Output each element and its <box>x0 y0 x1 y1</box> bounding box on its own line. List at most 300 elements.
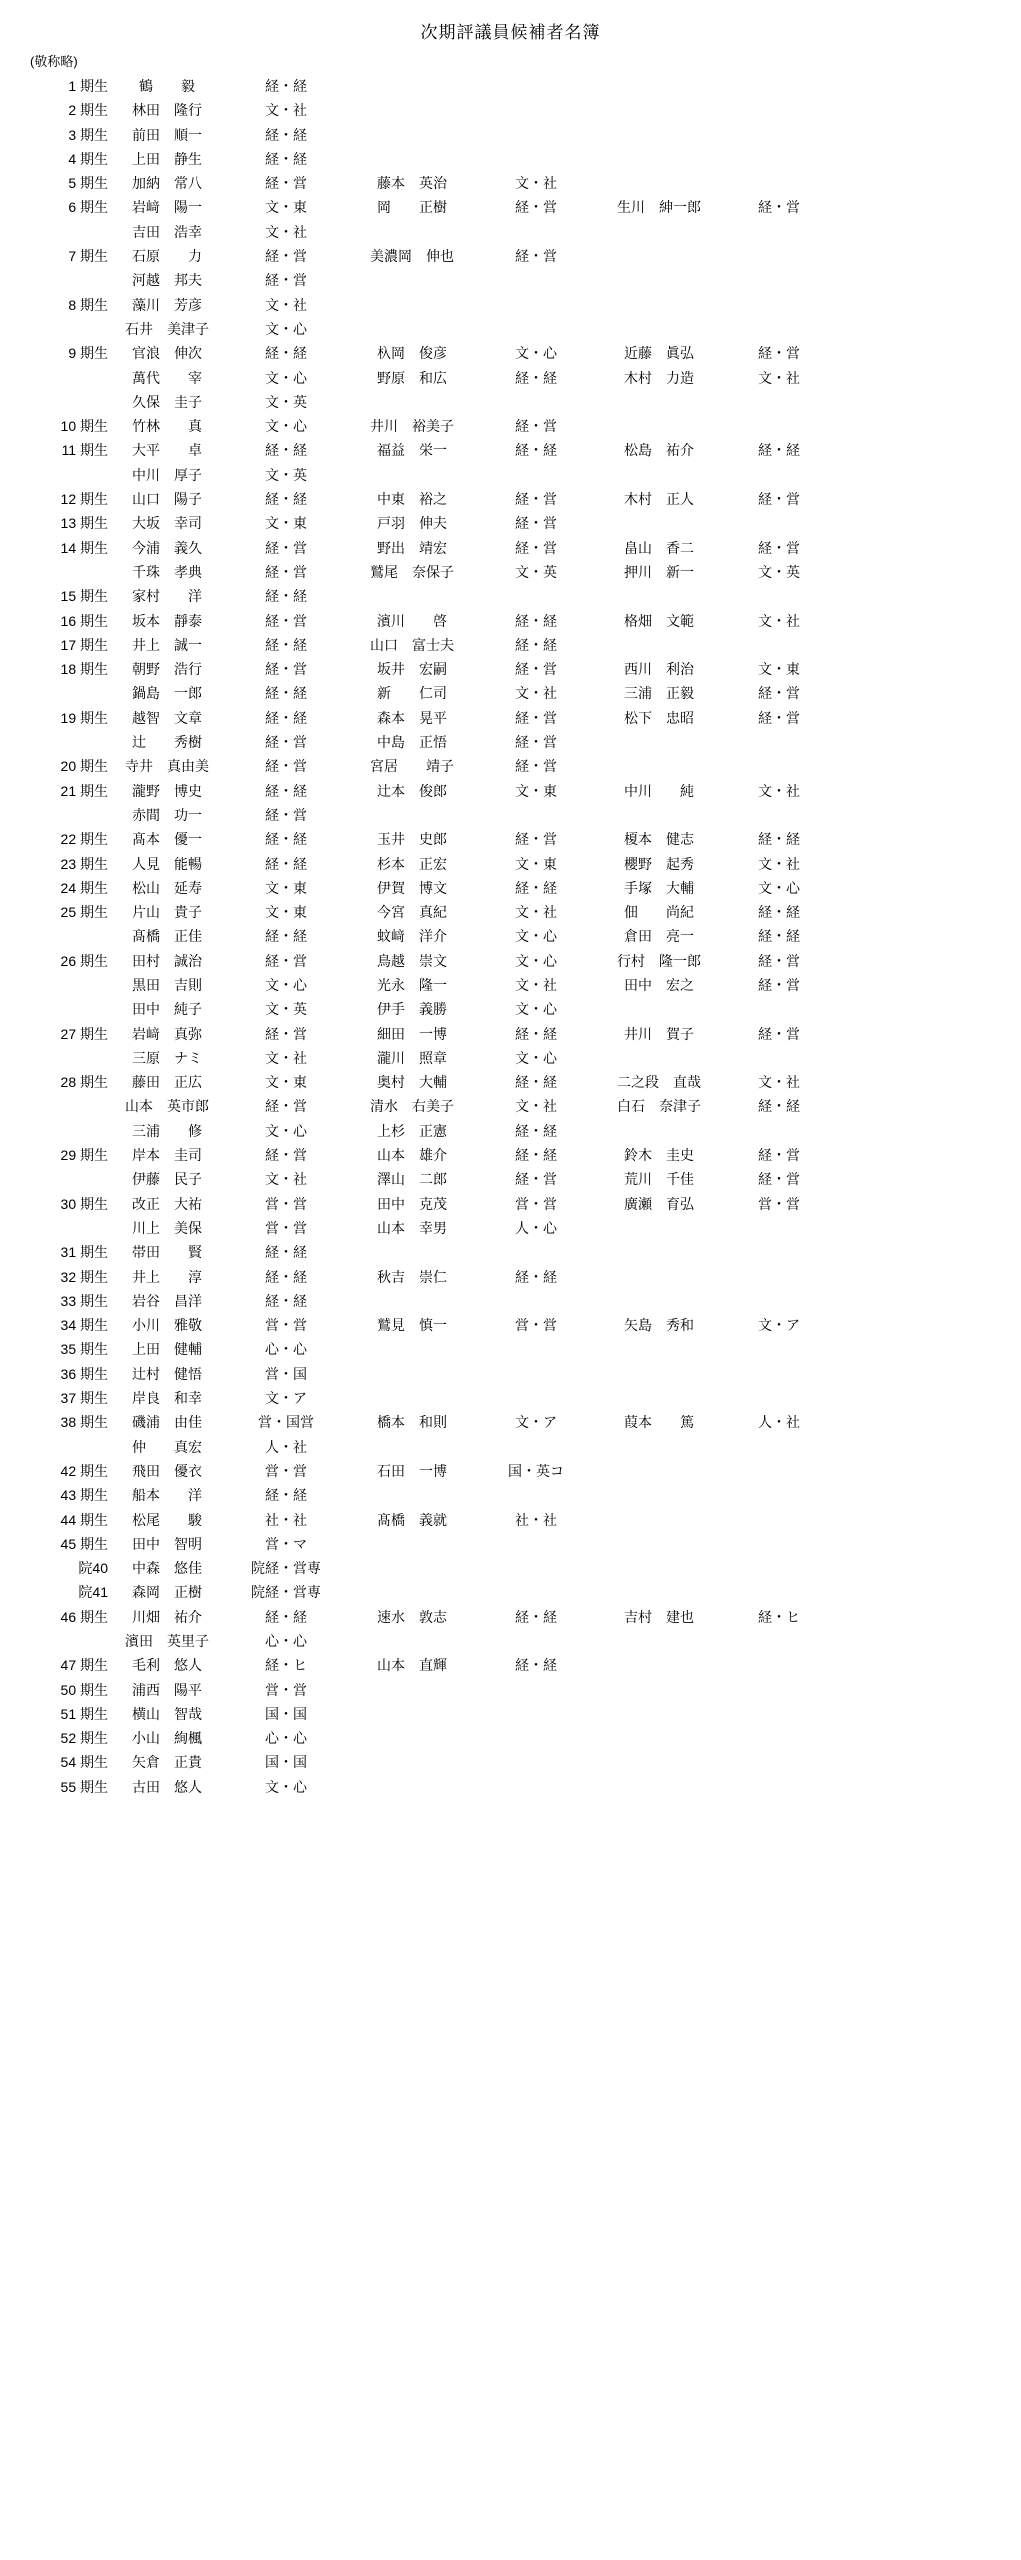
name-cell: 飛田 優衣 <box>132 1462 202 1479</box>
table-row <box>30 706 834 730</box>
table-row <box>30 1265 834 1289</box>
table-row <box>30 1337 834 1361</box>
dept-cell: 経・経 <box>515 1074 557 1091</box>
dept-cell <box>724 803 834 827</box>
name-cell: 赤間 功一 <box>132 806 202 823</box>
dept-cell: 文・英 <box>265 466 307 483</box>
table-row <box>30 949 834 973</box>
dept-cell <box>478 1289 594 1313</box>
term-cell <box>30 1119 108 1143</box>
dept-cell: 経・営 <box>515 418 557 435</box>
dept-cell <box>724 584 834 608</box>
dept-cell <box>478 1532 594 1556</box>
term-cell: 10 期生 <box>60 418 108 435</box>
term-cell <box>30 366 108 390</box>
dept-cell <box>724 633 834 657</box>
name-cell <box>346 147 478 171</box>
term-cell <box>30 1629 108 1653</box>
table-row <box>30 1167 834 1191</box>
dept-cell <box>724 293 834 317</box>
name-cell <box>594 1265 724 1289</box>
dept-cell <box>478 1580 594 1604</box>
term-cell: 8 期生 <box>68 296 108 313</box>
name-cell: 伊賀 博文 <box>377 879 447 896</box>
name-cell: 黒田 吉則 <box>132 976 202 993</box>
name-cell <box>346 1386 478 1410</box>
name-cell: 改正 大祐 <box>132 1195 202 1212</box>
name-cell: 藤本 英治 <box>377 175 447 192</box>
term-cell <box>30 560 108 584</box>
dept-cell: 文・心 <box>265 1122 307 1139</box>
dept-cell: 経・経 <box>758 904 800 921</box>
name-cell: 田中 純子 <box>132 1001 202 1018</box>
name-cell: 中島 正悟 <box>377 734 447 751</box>
term-cell: 46 期生 <box>60 1608 108 1625</box>
term-cell: 43 期生 <box>60 1487 108 1504</box>
name-cell: 秋吉 崇仁 <box>377 1268 447 1285</box>
table-row <box>30 1143 834 1167</box>
table-row <box>30 609 834 633</box>
dept-cell: 文・社 <box>515 904 557 921</box>
name-cell: 山本 幸男 <box>377 1219 447 1236</box>
dept-cell <box>478 1483 594 1507</box>
name-cell: 岩﨑 真弥 <box>132 1025 202 1042</box>
name-cell <box>346 1532 478 1556</box>
name-cell: 前田 順一 <box>132 126 202 143</box>
table-row <box>30 852 834 876</box>
dept-cell: 経・経 <box>515 1268 557 1285</box>
name-cell <box>594 1240 724 1264</box>
dept-cell <box>478 1775 594 1799</box>
dept-cell: 経・経 <box>265 1292 307 1309</box>
table-row <box>30 1532 834 1556</box>
table-row <box>30 657 834 681</box>
dept-cell: 文・ア <box>265 1390 307 1407</box>
name-cell: 澤山 二郎 <box>377 1171 447 1188</box>
table-row <box>30 803 834 827</box>
name-cell: 櫻野 起秀 <box>624 855 694 872</box>
name-cell: 荒川 千佳 <box>624 1171 694 1188</box>
name-cell: 矢島 秀和 <box>624 1317 694 1334</box>
table-row <box>30 1022 834 1046</box>
table-row <box>30 1726 834 1750</box>
name-cell: 横山 智哉 <box>132 1705 202 1722</box>
table-row <box>30 1240 834 1264</box>
name-cell: 萬代 宰 <box>132 369 202 386</box>
term-cell: 13 期生 <box>60 515 108 532</box>
dept-cell: 経・営 <box>265 734 307 751</box>
dept-cell <box>724 1726 834 1750</box>
dept-cell: 文・東 <box>265 515 307 532</box>
name-cell: 岩谷 昌洋 <box>132 1292 202 1309</box>
dept-cell: 文・社 <box>265 1049 307 1066</box>
name-cell: 辻村 健悟 <box>132 1365 202 1382</box>
table-row <box>30 730 834 754</box>
name-cell: 吉田 浩幸 <box>132 223 202 240</box>
dept-cell <box>724 754 834 778</box>
dept-cell <box>478 1750 594 1774</box>
dept-cell <box>478 268 594 292</box>
dept-cell <box>724 1386 834 1410</box>
term-cell: 1 期生 <box>68 78 108 94</box>
name-cell: 榎本 健志 <box>624 831 694 848</box>
dept-cell: 文・心 <box>265 369 307 386</box>
dept-cell: 経・ヒ <box>265 1657 307 1674</box>
table-row <box>30 268 834 292</box>
dept-cell: 文・英 <box>515 563 557 580</box>
dept-cell <box>724 1337 834 1361</box>
term-cell: 12 期生 <box>60 491 108 508</box>
dept-cell: 経・経 <box>758 442 800 459</box>
name-cell: 松尾 駿 <box>132 1511 202 1528</box>
name-cell: 川畑 祐介 <box>132 1608 202 1625</box>
table-row <box>30 900 834 924</box>
dept-cell: 文・心 <box>515 345 557 362</box>
dept-cell <box>478 1240 594 1264</box>
dept-cell: 経・営 <box>758 952 800 969</box>
name-cell: 林田 隆行 <box>132 102 202 119</box>
dept-cell: 経・経 <box>265 78 307 94</box>
dept-cell: 国・国 <box>265 1705 307 1722</box>
dept-cell: 文・英 <box>758 563 800 580</box>
dept-cell: 文・社 <box>758 612 800 629</box>
name-cell: 千珠 孝典 <box>132 563 202 580</box>
dept-cell: 経・営 <box>265 612 307 629</box>
name-cell <box>594 1216 724 1240</box>
dept-cell: 経・経 <box>515 1025 557 1042</box>
dept-cell: 営・営 <box>265 1219 307 1236</box>
name-cell <box>594 414 724 438</box>
table-row <box>30 74 834 98</box>
table-row <box>30 414 834 438</box>
name-cell: 手塚 大輔 <box>624 879 694 896</box>
table-row <box>30 1459 834 1483</box>
term-cell: 27 期生 <box>60 1025 108 1042</box>
term-cell <box>30 317 108 341</box>
table-row <box>30 1556 834 1580</box>
name-cell: 加納 常八 <box>132 175 202 192</box>
name-cell: 藤田 正広 <box>132 1074 202 1091</box>
dept-cell <box>724 171 834 195</box>
dept-cell: 社・社 <box>265 1511 307 1528</box>
name-cell <box>594 1046 724 1070</box>
table-row <box>30 1094 834 1118</box>
name-cell: 濱田 英里子 <box>125 1633 209 1649</box>
dept-cell: 経・営 <box>265 272 307 289</box>
dept-cell: 営・営 <box>265 1195 307 1212</box>
name-cell: 鷲見 慎一 <box>377 1317 447 1334</box>
name-cell: 岩﨑 陽一 <box>132 199 202 216</box>
name-cell <box>594 244 724 268</box>
name-cell: 小山 絢楓 <box>132 1730 202 1747</box>
dept-cell: 経・経 <box>265 831 307 848</box>
dept-cell: 文・社 <box>265 102 307 119</box>
dept-cell: 経・経 <box>265 126 307 143</box>
name-cell <box>594 1678 724 1702</box>
term-cell: 14 期生 <box>60 539 108 556</box>
name-cell: 三浦 修 <box>132 1122 202 1139</box>
dept-cell: 経・経 <box>515 1147 557 1164</box>
dept-cell <box>724 1508 834 1532</box>
name-cell: 光永 隆一 <box>377 976 447 993</box>
table-row <box>30 1362 834 1386</box>
dept-cell <box>724 1119 834 1143</box>
name-cell <box>346 390 478 414</box>
term-cell <box>30 973 108 997</box>
dept-cell: 営・営 <box>265 1681 307 1698</box>
name-cell: 濱川 啓 <box>377 612 447 629</box>
dept-cell: 経・経 <box>515 1608 557 1625</box>
dept-cell: 経・営 <box>758 1171 800 1188</box>
name-cell <box>594 390 724 414</box>
name-cell: 細田 一博 <box>377 1025 447 1042</box>
dept-cell: 心・心 <box>265 1633 307 1649</box>
name-cell: 瀧川 照章 <box>377 1049 447 1066</box>
term-cell: 15 期生 <box>60 588 108 605</box>
dept-cell <box>478 1726 594 1750</box>
dept-cell: 経・経 <box>265 709 307 726</box>
dept-cell <box>478 1629 594 1653</box>
name-cell: 中森 悠佳 <box>132 1560 202 1577</box>
name-cell: 二之段 直哉 <box>617 1074 701 1091</box>
name-cell: 田中 宏之 <box>624 976 694 993</box>
dept-cell: 経・経 <box>265 685 307 702</box>
dept-cell <box>724 74 834 98</box>
table-row <box>30 1508 834 1532</box>
term-cell <box>30 1216 108 1240</box>
dept-cell: 経・経 <box>758 831 800 848</box>
name-cell: 蚊﨑 洋介 <box>377 928 447 945</box>
name-cell: 田村 誠治 <box>132 952 202 969</box>
term-cell: 31 期生 <box>60 1244 108 1261</box>
page-title: 次期評議員候補者名簿 <box>420 23 601 42</box>
name-cell: 毛利 悠人 <box>132 1657 202 1674</box>
dept-cell: 経・営 <box>758 491 800 508</box>
name-cell <box>594 1508 724 1532</box>
name-cell: 帯田 賢 <box>132 1244 202 1261</box>
name-cell <box>594 997 724 1021</box>
dept-cell: 経・営 <box>265 1025 307 1042</box>
name-cell: 野出 靖宏 <box>377 539 447 556</box>
dept-cell <box>478 803 594 827</box>
dept-cell: 経・経 <box>515 636 557 653</box>
table-row <box>30 1775 834 1799</box>
name-cell <box>346 268 478 292</box>
name-cell <box>594 1459 724 1483</box>
dept-cell: 文・東 <box>265 199 307 216</box>
table-row <box>30 973 834 997</box>
name-cell: 船本 洋 <box>132 1487 202 1504</box>
dept-cell <box>478 98 594 122</box>
name-cell: 松下 忠昭 <box>624 709 694 726</box>
dept-cell: 人・心 <box>515 1219 557 1236</box>
dept-cell: 国・英コ <box>508 1462 564 1479</box>
dept-cell: 経・営 <box>758 709 800 726</box>
name-cell: 山口 陽子 <box>132 491 202 508</box>
table-row <box>30 171 834 195</box>
term-cell <box>30 924 108 948</box>
dept-cell: 営・営 <box>265 1462 307 1479</box>
name-cell: 上田 健輔 <box>132 1341 202 1358</box>
dept-cell: 文・社 <box>265 1171 307 1188</box>
name-cell: 伊手 義勝 <box>377 1001 447 1018</box>
term-cell: 32 期生 <box>60 1268 108 1285</box>
dept-cell: 経・経 <box>265 1608 307 1625</box>
name-cell <box>594 1362 724 1386</box>
dept-cell: 経・営 <box>758 685 800 702</box>
name-cell <box>594 1435 724 1459</box>
term-cell: 2 期生 <box>68 102 108 119</box>
dept-cell: 経・経 <box>515 879 557 896</box>
name-cell: 岸良 和幸 <box>132 1390 202 1407</box>
name-cell: 白石 奈津子 <box>617 1098 701 1115</box>
name-cell: 家村 洋 <box>132 588 202 605</box>
dept-cell: 経・経 <box>515 369 557 386</box>
dept-cell: 文・社 <box>758 855 800 872</box>
name-cell: 木村 力造 <box>624 369 694 386</box>
table-row <box>30 341 834 365</box>
name-cell: 松島 祐介 <box>624 442 694 459</box>
term-cell <box>30 390 108 414</box>
name-cell: 松山 延寿 <box>132 879 202 896</box>
dept-cell <box>724 244 834 268</box>
name-cell: 寺井 真由美 <box>125 758 209 775</box>
dept-cell <box>478 1362 594 1386</box>
table-row <box>30 438 834 462</box>
dept-cell: 文・東 <box>265 879 307 896</box>
honorific-note: (敬称略) <box>30 54 78 69</box>
dept-cell: 経・営 <box>265 1098 307 1115</box>
name-cell: 三浦 正毅 <box>624 685 694 702</box>
term-cell: 24 期生 <box>60 879 108 896</box>
dept-cell: 経・経 <box>265 1244 307 1261</box>
term-cell: 20 期生 <box>60 758 108 775</box>
dept-cell: 経・経 <box>515 612 557 629</box>
table-row <box>30 293 834 317</box>
name-cell: 岡 正樹 <box>377 199 447 216</box>
name-cell: 鶴 毅 <box>139 78 195 94</box>
table-row <box>30 1653 834 1677</box>
name-cell: 佃 尚紀 <box>624 904 694 921</box>
term-cell: 18 期生 <box>60 661 108 678</box>
term-cell <box>30 997 108 1021</box>
name-cell <box>594 1629 724 1653</box>
name-cell: 新 仁司 <box>377 685 447 702</box>
dept-cell: 経・営 <box>515 734 557 751</box>
dept-cell: 経・経 <box>265 636 307 653</box>
term-cell: 院41 <box>78 1584 108 1601</box>
term-cell <box>30 730 108 754</box>
term-cell: 42 期生 <box>60 1462 108 1479</box>
name-cell <box>594 1289 724 1313</box>
term-cell <box>30 1167 108 1191</box>
name-cell: 瀧野 博史 <box>132 782 202 799</box>
name-cell <box>594 1119 724 1143</box>
dept-cell: 文・心 <box>515 952 557 969</box>
name-cell <box>594 511 724 535</box>
name-cell <box>594 1702 724 1726</box>
name-cell <box>594 1775 724 1799</box>
name-cell: 葭本 篤 <box>624 1414 694 1431</box>
table-row <box>30 1289 834 1313</box>
dept-cell <box>724 123 834 147</box>
name-cell: 戸羽 伸夫 <box>377 515 447 532</box>
name-cell: 石原 力 <box>132 248 202 265</box>
dept-cell: 経・営 <box>515 758 557 775</box>
table-row <box>30 1580 834 1604</box>
dept-cell: 経・営 <box>515 1171 557 1188</box>
table-row <box>30 779 834 803</box>
dept-cell <box>724 1678 834 1702</box>
name-cell <box>346 1678 478 1702</box>
dept-cell: 経・営 <box>265 563 307 580</box>
name-cell: 清水 右美子 <box>370 1098 454 1115</box>
name-cell: 鳥越 崇文 <box>377 952 447 969</box>
term-cell: 36 期生 <box>60 1365 108 1382</box>
name-cell: 格畑 文範 <box>624 612 694 629</box>
dept-cell: 経・経 <box>515 1122 557 1139</box>
dept-cell: 文・社 <box>265 223 307 240</box>
name-cell: 仲 真宏 <box>132 1438 202 1455</box>
dept-cell: 経・経 <box>265 1268 307 1285</box>
name-cell: 森岡 正樹 <box>132 1584 202 1601</box>
name-cell <box>594 1726 724 1750</box>
table-row <box>30 1678 834 1702</box>
name-cell <box>594 220 724 244</box>
dept-cell <box>478 123 594 147</box>
dept-cell: 経・営 <box>265 248 307 265</box>
term-cell: 16 期生 <box>60 612 108 629</box>
dept-cell <box>724 463 834 487</box>
dept-cell: 国・国 <box>265 1754 307 1771</box>
table-row <box>30 390 834 414</box>
term-cell <box>30 681 108 705</box>
name-cell <box>594 1556 724 1580</box>
dept-cell: 経・営 <box>265 758 307 775</box>
term-cell <box>30 803 108 827</box>
dept-cell <box>478 147 594 171</box>
dept-cell <box>724 997 834 1021</box>
dept-cell: 社・社 <box>515 1511 557 1528</box>
table-row <box>30 876 834 900</box>
term-cell: 55 期生 <box>60 1778 108 1795</box>
table-row <box>30 317 834 341</box>
name-cell: 坂本 靜泰 <box>132 612 202 629</box>
name-cell: 井上 淳 <box>132 1268 202 1285</box>
name-cell <box>346 1775 478 1799</box>
name-cell: 生川 紳一郎 <box>617 199 701 216</box>
name-cell <box>346 463 478 487</box>
name-cell: 中東 裕之 <box>377 491 447 508</box>
dept-cell: 経・営 <box>758 539 800 556</box>
dept-cell <box>724 98 834 122</box>
dept-cell: 文・社 <box>515 976 557 993</box>
name-cell: 森本 晃平 <box>377 709 447 726</box>
name-cell: 井川 裕美子 <box>370 418 454 435</box>
term-cell <box>30 1094 108 1118</box>
term-cell: 51 期生 <box>60 1705 108 1722</box>
dept-cell: 文・社 <box>758 369 800 386</box>
name-cell: 玉井 史郎 <box>377 831 447 848</box>
term-cell: 35 期生 <box>60 1341 108 1358</box>
name-cell: 石井 美津子 <box>125 320 209 337</box>
term-cell: 54 期生 <box>60 1754 108 1771</box>
name-cell: 小川 雅敬 <box>132 1317 202 1334</box>
dept-cell <box>478 1386 594 1410</box>
name-cell: 福益 栄一 <box>377 442 447 459</box>
dept-cell: 文・社 <box>265 296 307 313</box>
name-cell: 岸本 圭司 <box>132 1147 202 1164</box>
